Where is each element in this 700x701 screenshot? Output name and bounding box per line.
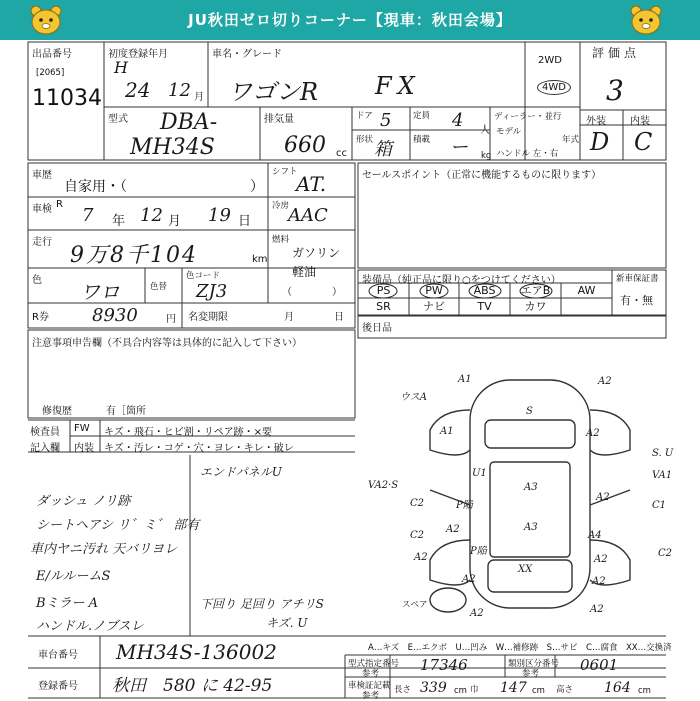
diagram-mark: A1 [440,426,454,437]
diagram-mark: XX [518,564,533,575]
load-value: ー [450,137,468,158]
equipment-navi: ナビ [423,300,445,313]
inspection-month: 12 [140,205,163,226]
inspection-year: 7 [82,205,94,226]
diagram-mark: A2 [590,604,604,615]
equipment-leather: カワ [524,300,547,313]
color-value: ワロ [80,280,120,304]
aircon-label: 冷房 [272,201,290,211]
drive-label: 2WD [538,55,562,66]
color-code-label: 色コード [186,271,221,281]
doors-value: 5 [380,110,392,131]
capacity-value: 4 [452,110,464,131]
first-reg-label: 初度登録年月 [108,49,168,60]
diagram-mark: C2 [410,498,425,509]
diagram-mark: A2 [596,492,610,503]
class-no-value: 0601 [580,656,619,674]
drive-value: 4WD [537,80,571,95]
displacement-value: 660 [284,133,326,158]
equipment-tv: TV [477,300,492,313]
car-grade: FX [375,72,421,100]
inspection-mark: R [56,199,63,210]
fuel-gasoline: ガソリン [292,246,341,260]
color-code: ZJ3 [196,281,228,302]
shift-label: シフト [272,167,298,177]
height-value: 164 [604,680,631,696]
usage-label: 車歴 [32,170,52,181]
dims-ref: 参考 [362,691,380,701]
year-label: 年式 [562,135,580,145]
diagram-mark: S. U [652,448,674,459]
fuel-other: （ ） [282,287,342,298]
engine-note: エンドパネルU [200,465,282,479]
first-reg-month: 12 [168,80,191,101]
score-int: C [634,128,653,156]
score-value: 3 [606,74,624,107]
inspection-day-unit: 日 [238,214,252,229]
diagram-mark: A3 [524,482,538,493]
dims-label: 車検証記載 [348,681,391,691]
length-value: 339 [420,680,447,696]
inspector-fw: FW [74,423,90,434]
usage-value: 自家用・（ [64,179,127,195]
diagram-mark: C2 [410,530,425,541]
recycle-unit: 円 [166,314,176,325]
diagram-mark: A2 [470,608,484,619]
damage-legend: A…キズ E…エクボ U…凹み W…補修跡 S…サビ C…腐食 XX…交換済 [368,643,672,653]
diagram-mark: A4 [588,530,602,541]
doors-label: ドア [356,111,373,121]
later-items-label: 後日品 [362,323,392,334]
model-line1: DBA- [160,110,218,135]
diagram-mark: C1 [652,500,667,511]
name-change-day: 日 [334,312,344,323]
car-label: 車名・グレード [212,49,282,60]
equipment-label: 装備品（純正品に限り○をつけてください） [362,275,561,286]
model-year-label: モデル [496,127,522,137]
displacement-label: 排気量 [264,114,294,125]
type-no-value: 17346 [420,656,468,674]
diagram-mark: A2 [592,576,606,587]
model-line2: MH34S [130,135,215,160]
score-int-label: 内装 [630,116,650,127]
displacement-unit: cc [336,148,347,159]
repair-value: 有［箇所 [106,406,146,417]
name-change-month: 月 [284,312,294,323]
width-unit: cm [532,686,545,696]
usage-close: ） [250,179,264,195]
score-ext-label: 外装 [586,116,606,127]
first-reg-era: H [114,58,128,77]
equipment-airbag: エアB [520,284,551,297]
diagram-mark: U1 [472,468,487,479]
diagram-spare-label: スペア [402,600,428,610]
name-change-label: 名変期限 [188,312,228,323]
inspection-day: 19 [208,205,231,226]
frame-number: MH34S-136002 [116,640,277,664]
diagram-mark: C2 [658,548,673,559]
inspector-note-label: 記入欄 [30,443,60,454]
width-value: 147 [500,680,527,696]
equipment-sr: SR [376,300,391,313]
recycle-label: R券 [32,312,49,323]
fuel-diesel: 軽油 [292,265,317,279]
lot-sub: [2065] [36,68,65,78]
inspector-label: 検査員 [30,427,60,438]
mileage-unit: km [252,254,268,265]
length-label: 長さ [394,685,412,695]
height-label: 高さ [556,685,574,695]
width-label: 巾 [470,685,479,695]
capacity-label: 定員 [413,111,431,121]
load-label: 積載 [413,135,431,145]
class-no-ref: 参考 [522,669,540,679]
note-line: ハンドル.ノブスレ [36,619,144,634]
diagram-mark: P陥 [470,546,487,557]
under-note: 下回り 足回り アチリS [200,597,324,611]
diagram-mark: VA2·S [368,480,399,491]
aircon-value: AAC [288,205,328,226]
diagram-mark: A2 [414,552,428,563]
note-line: E/ルルームS [36,569,111,584]
lot-label: 出品番号 [32,49,72,60]
diagram-mark: A3 [524,522,538,533]
notes-label: 注意事項申告欄（不具合内容等は具体的に記入して下さい） [32,338,302,349]
fuel-label: 燃料 [272,235,290,245]
diagram-mark: A2 [446,524,460,535]
type-no-label: 型式指定番号 [348,659,400,669]
diagram-mark: P陥 [456,500,473,511]
inspector-interior-options: キズ・汚レ・コゲ・穴・ヨレ・キレ・破レ [104,443,294,454]
handle-label: ハンドル 左・右 [496,149,559,159]
height-unit: cm [638,686,651,696]
lot-number: 11034 [32,86,102,111]
repair-label: 修復歴 [42,406,72,417]
diagram-mark: A1 [458,374,472,385]
equipment-ps: PS [376,284,391,297]
inspector-fw-options: キズ・飛石・ヒビ割・リペア跡・×要 [104,427,272,438]
note-line: ダッシュ ノリ跡 [36,494,131,509]
mileage-label: 走行 [32,237,52,248]
load-unit: kg [481,151,492,161]
capacity-unit: 人 [480,125,490,136]
type-no-ref: 参考 [362,669,380,679]
class-no-label: 類別区分番号 [508,659,560,669]
first-reg-unit: 月 [194,92,204,103]
page-title: JU秋田ゼロ切りコーナー【現車：秋田会場】 [188,11,512,29]
score-label: 評価点 [592,46,641,60]
equipment-abs: ABS [473,284,496,297]
note-line: Bミラー A [36,596,99,611]
color-label: 色 [32,275,42,286]
color-tone-label: 色替 [150,282,168,292]
model-label: 型式 [108,114,128,125]
diagram-mark: S [526,406,533,417]
note-line: 車内ヤニ汚れ 天バリヨレ [30,542,178,557]
shift-value: AT. [296,172,327,196]
equipment-pw: PW [425,284,443,297]
first-reg-year: 24 [125,78,151,102]
diagram-mark: A2 [462,574,476,585]
diagram-mark: A2 [586,428,600,439]
diagram-mark: A2 [598,376,612,387]
inspection-month-unit: 月 [168,214,182,229]
new-warranty-value: 有・無 [620,294,653,307]
inspection-label: 車検 [32,204,52,215]
diagram-mark: A2 [594,554,608,565]
diagram-mark: ウスA [400,392,427,403]
shape-value: 箱 [374,139,392,160]
car-name: ワゴンR [228,78,319,106]
equipment-circles [358,283,612,299]
sales-points-label: セールスポイント（正常に機能するものに限ります） [362,170,602,181]
under-note-2: キズ. U [266,616,308,630]
length-unit: cm [454,686,467,696]
shape-label: 形状 [356,135,374,145]
note-line: シートヘアシ リ゛ミ゛ 部有 [36,518,200,533]
new-warranty-label: 新車保証書 [616,274,659,284]
frame-label: 車台番号 [38,650,78,661]
diagram-mark: VA1 [652,470,673,481]
plate-label: 登録番号 [38,681,78,692]
recycle-value: 8930 [92,305,138,326]
inspector-interior: 内装 [74,443,94,454]
mileage-value: 9万8千104 [70,243,198,268]
plate-number: 秋田 580 に 42-95 [112,676,273,696]
inspection-year-unit: 年 [112,214,126,229]
score-ext: D [590,128,610,156]
equipment-aw: AW [577,284,596,297]
equipment-blank [561,300,612,314]
dealer-label: ディーラー・並行 [494,112,562,122]
